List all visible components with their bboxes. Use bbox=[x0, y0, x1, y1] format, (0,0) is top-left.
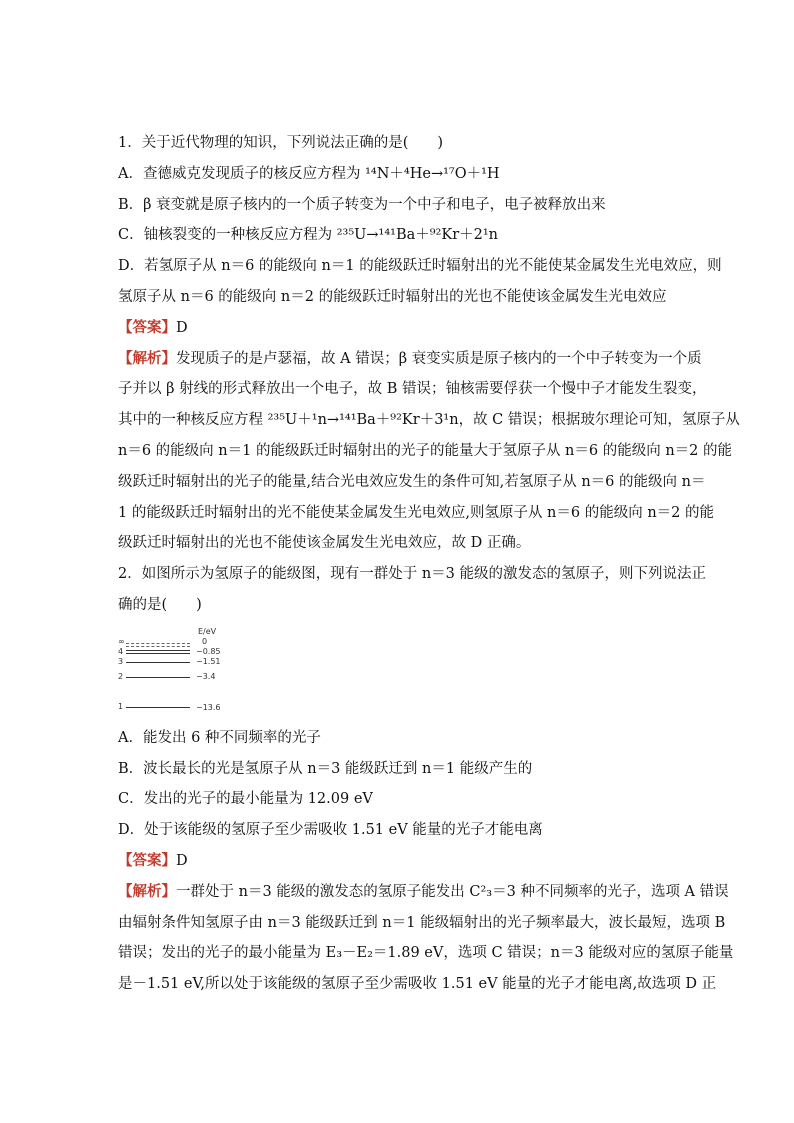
q1-analysis-text1: 发现质子的是卢瑟福，故 A 错误；β 衰变实质是原子核内的一个中子转变为一个质 bbox=[176, 350, 702, 367]
level-e-inf: 0 bbox=[202, 636, 208, 646]
level-line-inf-b bbox=[126, 646, 190, 647]
q1-answer bbox=[118, 313, 684, 344]
q1-analysis-line4: n＝6 的能级向 n＝1 的能级跃迁时辐射出的光子的能量大于氢原子从 n＝6 的能级向 n＝2 的能 bbox=[118, 442, 733, 459]
level-line-inf bbox=[126, 643, 190, 644]
q2-answer-tag: 【答案】 bbox=[118, 851, 176, 869]
q2-analysis-text1: 一群处于 n＝3 能级的激发态的氢原子能发出 C²₃＝3 种不同频率的光子，选项 A 错误 bbox=[176, 883, 729, 900]
q1-option-c-text: C．铀核裂变的一种核反应方程为 bbox=[118, 227, 337, 244]
document-page bbox=[118, 128, 740, 1000]
q1-option-b: B．β 衰变就是原子核内的一个质子转变为一个中子和电子，电子被释放出来 bbox=[118, 196, 606, 213]
q1-option-d-line2: 氢原子从 n＝6 的能级向 n＝2 的能级跃迁时辐射出的光也不能使该金属发生光电效应 bbox=[118, 288, 667, 305]
q2-answer bbox=[118, 846, 684, 877]
q2-analysis-line1 bbox=[118, 877, 729, 908]
level-e-2: −3.4 bbox=[196, 671, 216, 681]
q1-analysis-tag: 【解析】 bbox=[118, 349, 176, 367]
q1-answer-value: D bbox=[176, 319, 188, 336]
q2-analysis-tag: 【解析】 bbox=[118, 882, 176, 900]
q1-analysis-line6: 1 的能级跃迁时辐射出的光不能使某金属发生光电效应,则氢原子从 n＝6 的能级向 n＝2 的能 bbox=[118, 504, 715, 521]
level-n-4: 4 bbox=[118, 646, 124, 656]
q2-option-d: D．处于该能级的氢原子至少需吸收 1.51 eV 能量的光子才能电离 bbox=[118, 822, 543, 839]
q2-option-a: A．能发出 6 种不同频率的光子 bbox=[118, 729, 321, 746]
q2-stem-line1: 2．如图所示为氢原子的能级图，现有一群处于 n＝3 能级的激发态的氢原子，则下列说法正 bbox=[118, 566, 707, 583]
q1-analysis-line1 bbox=[118, 344, 702, 375]
level-e-3: −1.51 bbox=[196, 656, 221, 666]
level-line-1 bbox=[126, 707, 190, 708]
diagram-unit-label: E/eV bbox=[198, 626, 217, 636]
q1-option-c-equation: ²³⁵U→¹⁴¹Ba＋⁹²Kr＋2¹n bbox=[336, 227, 499, 244]
q1-analysis-line2: 子并以 β 射线的形式释放出一个电子，故 B 错误；铀核需要俘获一个慢中子才能发生裂变， bbox=[118, 381, 707, 398]
q1-answer-tag: 【答案】 bbox=[118, 318, 176, 336]
level-line-2 bbox=[126, 677, 190, 678]
level-n-1: 1 bbox=[118, 701, 124, 711]
level-line-4 bbox=[126, 650, 190, 651]
q1-option-a-equation: ¹⁴N＋⁴He→¹⁷O＋¹H bbox=[365, 165, 500, 182]
q2-stem-line2: 确的是( ) bbox=[118, 596, 202, 613]
level-n-2: 2 bbox=[118, 671, 124, 681]
energy-level-diagram bbox=[118, 627, 318, 719]
level-e-1: −13.6 bbox=[196, 702, 221, 712]
q2-analysis-line2: 由辐射条件知氢原子由 n＝3 能级跃迁到 n＝1 能级辐射出的光子频率最大，波长最短，选项 B bbox=[118, 914, 726, 931]
q1-analysis-line3: 其中的一种核反应方程 ²³⁵U＋¹n→¹⁴¹Ba＋⁹²Kr＋3¹n，故 C 错误；根据玻尔理论可知，氢原子从 bbox=[118, 412, 740, 429]
q1-stem: 1．关于近代物理的知识，下列说法正确的是( ) bbox=[118, 135, 444, 151]
level-line-4b bbox=[126, 653, 190, 654]
q1-option-d-line1: D．若氢原子从 n＝6 的能级向 n＝1 的能级跃迁时辐射出的光不能使某金属发生光电效应，则 bbox=[118, 258, 722, 275]
q1-option-a-text: A．查德威克发现质子的核反应方程为 bbox=[118, 165, 366, 182]
q1-analysis-line5: 级跃迁时辐射出的光子的能量,结合光电效应发生的条件可知,若氢原子从 n＝6 的能级向 n＝ bbox=[118, 473, 706, 490]
q1-analysis-line7: 级跃迁时辐射出的光也不能使该金属发生光电效应，故 D 正确。 bbox=[118, 535, 531, 552]
q2-option-b: B．波长最长的光是氢原子从 n＝3 能级跃迁到 n＝1 能级产生的 bbox=[118, 760, 533, 777]
level-n-3: 3 bbox=[118, 656, 124, 666]
q1-option-a bbox=[118, 159, 684, 190]
level-line-3 bbox=[126, 662, 190, 663]
level-e-4: −0.85 bbox=[196, 646, 221, 656]
q2-option-c: C．发出的光子的最小能量为 12.09 eV bbox=[118, 791, 373, 808]
q2-analysis-line4: 是－1.51 eV,所以处于该能级的氢原子至少需吸收 1.51 eV 能量的光子才能电离,故选项 D 正 bbox=[118, 976, 717, 993]
q1-option-c bbox=[118, 220, 684, 251]
q2-answer-value: D bbox=[176, 852, 188, 869]
q2-analysis-line3: 错误；发出的光子的最小能量为 E₃－E₂＝1.89 eV，选项 C 错误；n＝3 能级对应的氢原子能量 bbox=[118, 945, 734, 962]
level-n-inf: ∞ bbox=[118, 636, 125, 646]
